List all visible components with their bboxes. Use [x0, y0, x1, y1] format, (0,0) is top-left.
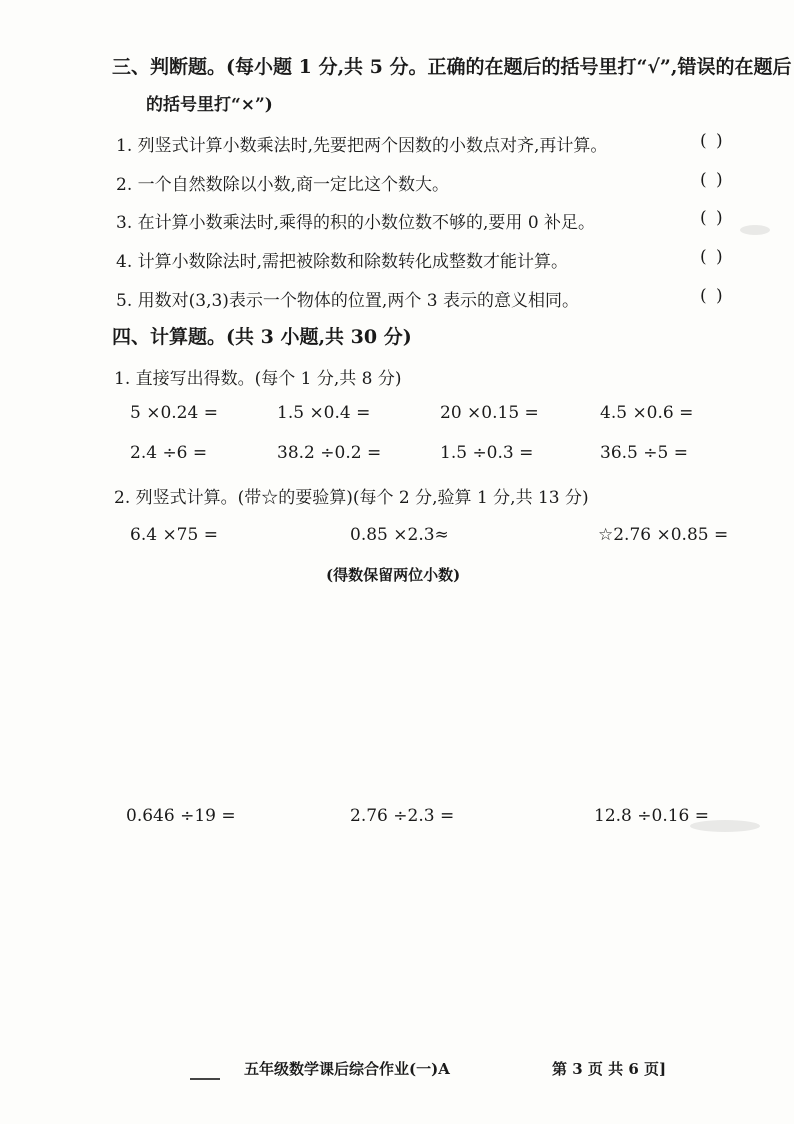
column-calc-5: 2.76 ÷2.3 = [350, 806, 455, 826]
mental-calc-4: 4.5 ×0.6 = [600, 403, 694, 423]
mental-calc-8: 36.5 ÷5 = [600, 443, 688, 463]
judge-item-4: 4. 计算小数除法时,需把被除数和除数转化成整数才能计算。 [116, 252, 569, 272]
bleed-mark [740, 225, 770, 235]
mental-calc-1: 5 ×0.24 = [130, 403, 218, 423]
column-calc-1: 6.4 ×75 = [130, 525, 218, 545]
judge-answer-5[interactable]: ( ) [700, 286, 725, 306]
judge-answer-1[interactable]: ( ) [700, 131, 725, 151]
judge-item-1: 1. 列竖式计算小数乘法时,先要把两个因数的小数点对齐,再计算。 [116, 136, 608, 156]
column-calc-6: 12.8 ÷0.16 = [594, 806, 709, 826]
part1-title: 1. 直接写出得数。(每个 1 分,共 8 分) [114, 369, 402, 389]
column-calc-3: ☆2.76 ×0.85 = [598, 525, 729, 545]
column-calc-4: 0.646 ÷19 = [126, 806, 236, 826]
column-calc-2: 0.85 ×2.3≈ [350, 525, 449, 545]
mental-calc-7: 1.5 ÷0.3 = [440, 443, 534, 463]
judge-item-5: 5. 用数对(3,3)表示一个物体的位置,两个 3 表示的意义相同。 [116, 291, 579, 311]
section3-title-line1: 三、判断题。(每小题 1 分,共 5 分。正确的在题后的括号里打“√”,错误的在题后 [112, 56, 792, 78]
mental-calc-2: 1.5 ×0.4 = [277, 403, 371, 423]
mental-calc-3: 20 ×0.15 = [440, 403, 539, 423]
bleed-mark [690, 820, 760, 832]
mental-calc-6: 38.2 ÷0.2 = [277, 443, 382, 463]
judge-item-2: 2. 一个自然数除以小数,商一定比这个数大。 [116, 175, 450, 195]
section4-title: 四、计算题。(共 3 小题,共 30 分) [112, 326, 412, 348]
mental-calc-5: 2.4 ÷6 = [130, 443, 208, 463]
rounding-note: (得数保留两位小数) [326, 566, 461, 584]
footer-page-number: 第 3 页 共 6 页] [552, 1060, 667, 1078]
judge-item-3: 3. 在计算小数乘法时,乘得的积的小数位数不够的,要用 0 补足。 [116, 213, 596, 233]
judge-answer-4[interactable]: ( ) [700, 247, 725, 267]
footer-dash [190, 1078, 220, 1080]
footer-title: 五年级数学课后综合作业(一)A [244, 1060, 450, 1078]
part2-title: 2. 列竖式计算。(带☆的要验算)(每个 2 分,验算 1 分,共 13 分) [114, 488, 589, 508]
judge-answer-2[interactable]: ( ) [700, 170, 725, 190]
judge-answer-3[interactable]: ( ) [700, 208, 725, 228]
section3-title-line2: 的括号里打“×”) [146, 95, 273, 115]
